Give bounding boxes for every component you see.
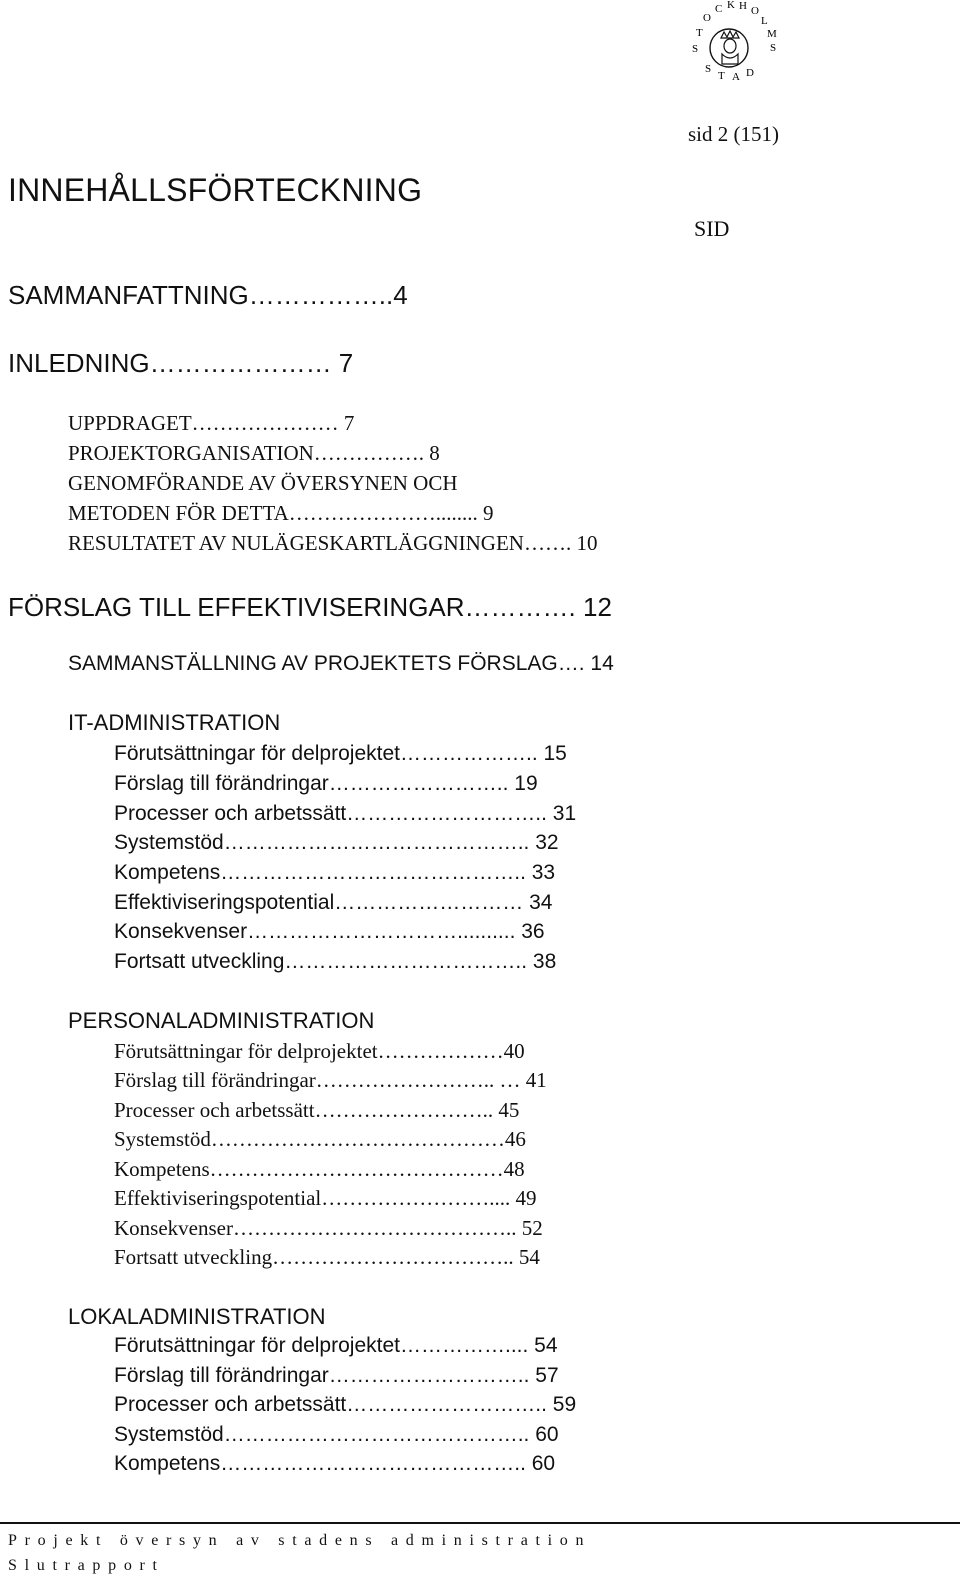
toc-entry-pa-effektivisering[interactable]: Effektiviseringspotential…………………….... 49 [114,1186,537,1210]
toc-entry-it-forslag[interactable]: Förslag till förändringar…………………….. 19 [114,772,538,795]
toc-entry-la-kompetens[interactable]: Kompetens…………………………………….. 60 [114,1452,556,1475]
logo-letter: S [692,43,699,55]
logo-letter: M [767,28,777,40]
section-heading-it-administration[interactable]: IT-ADMINISTRATION [68,710,281,735]
section-heading-lokaladministration[interactable]: LOKALADMINISTRATION [68,1304,326,1329]
toc-entry-uppdraget[interactable]: UPPDRAGET………………… 7 [68,411,355,435]
footer-divider [0,1522,960,1524]
logo-letter: L [761,15,768,27]
page-title: INNEHÅLLSFÖRTECKNING [8,172,423,208]
crest-ring-icon [710,29,748,67]
logo-letter: D [746,67,754,79]
logo-letter: O [703,12,711,24]
toc-entry-resultatet[interactable]: RESULTATET AV NULÄGESKARTLÄGGNINGEN……. 10 [68,531,598,555]
toc-entry-pa-kompetens[interactable]: Kompetens……………………………………48 [114,1157,525,1181]
toc-entry-la-processer[interactable]: Processer och arbetssätt……………………….. 59 [114,1393,577,1416]
logo-letter: S [770,42,777,54]
logo-letter: A [732,71,740,83]
toc-entry-pa-konsekvenser[interactable]: Konsekvenser………………………………….. 52 [114,1216,543,1240]
toc-entry-metoden[interactable]: METODEN FÖR DETTA…………………........ 9 [68,501,494,525]
section-heading-personaladministration[interactable]: PERSONALADMINISTRATION [68,1008,375,1033]
toc-entry-inledning[interactable]: INLEDNING………………… 7 [8,348,354,378]
stockholms-stad-logo [678,0,788,96]
shoulders-icon [722,54,738,64]
toc-entry-pa-forutsattningar[interactable]: Förutsättningar för delprojektet………………40 [114,1039,525,1063]
toc-entry-it-effektivisering[interactable]: Effektiviseringspotential……………………… 34 [114,891,553,914]
toc-entry-it-kompetens[interactable]: Kompetens…………………………………….. 33 [114,861,556,884]
toc-entry-it-processer[interactable]: Processer och arbetssätt……………………….. 31 [114,802,577,825]
toc-entry-it-forutsattningar[interactable]: Förutsättningar för delprojektet……………….. 15 [114,742,567,765]
crown-icon [721,31,739,38]
footer-report-type: Slutrapport [8,1557,165,1574]
logo-letter: H [739,0,747,12]
toc-entry-it-konsekvenser[interactable]: Konsekvenser………………………….......... 36 [114,920,545,943]
toc-entry-sammanfattning[interactable]: SAMMANFATTNING……………..4 [8,280,408,310]
toc-entry-la-systemstod[interactable]: Systemstöd…………………………………….. 60 [114,1423,559,1446]
toc-entry-la-forslag[interactable]: Förslag till förändringar……………………….. 57 [114,1364,559,1387]
toc-entry-pa-forslag[interactable]: Förslag till förändringar…………………….. … 41 [114,1068,547,1092]
logo-letter: O [751,5,759,17]
toc-entry-pa-fortsatt[interactable]: Fortsatt utveckling…………………………….. 54 [114,1245,540,1269]
footer-project-title: Projekt översyn av stadens administration [8,1532,592,1549]
page-number: sid 2 (151) [688,122,779,146]
toc-entry-forslag-effektivisering[interactable]: FÖRSLAG TILL EFFEKTIVISERINGAR…………. 12 [8,592,612,622]
face-icon [724,39,736,53]
logo-letter: T [696,27,703,39]
toc-entry-it-systemstod[interactable]: Systemstöd…………………………………….. 32 [114,831,559,854]
logo-letter: C [715,3,723,15]
toc-entry-la-forutsattningar[interactable]: Förutsättningar för delprojektet…………….... 54 [114,1334,558,1357]
logo-letter: T [718,70,725,82]
toc-entry-it-fortsatt[interactable]: Fortsatt utveckling…………………………….. 38 [114,950,557,973]
toc-entry-genomforande[interactable]: GENOMFÖRANDE AV ÖVERSYNEN OCH [68,471,458,495]
toc-entry-projektorganisation[interactable]: PROJEKTORGANISATION……………. 8 [68,441,440,465]
toc-entry-sammanstallning[interactable]: SAMMANSTÄLLNING AV PROJEKTETS FÖRSLAG…. 14 [68,652,614,675]
toc-entry-pa-processer[interactable]: Processer och arbetssätt…………………….. 45 [114,1098,520,1122]
logo-letter: S [705,63,712,75]
logo-letter: K [727,0,735,11]
toc-entry-pa-systemstod[interactable]: Systemstöd……………………………………46 [114,1127,526,1151]
sid-column-label: SID [694,216,730,241]
